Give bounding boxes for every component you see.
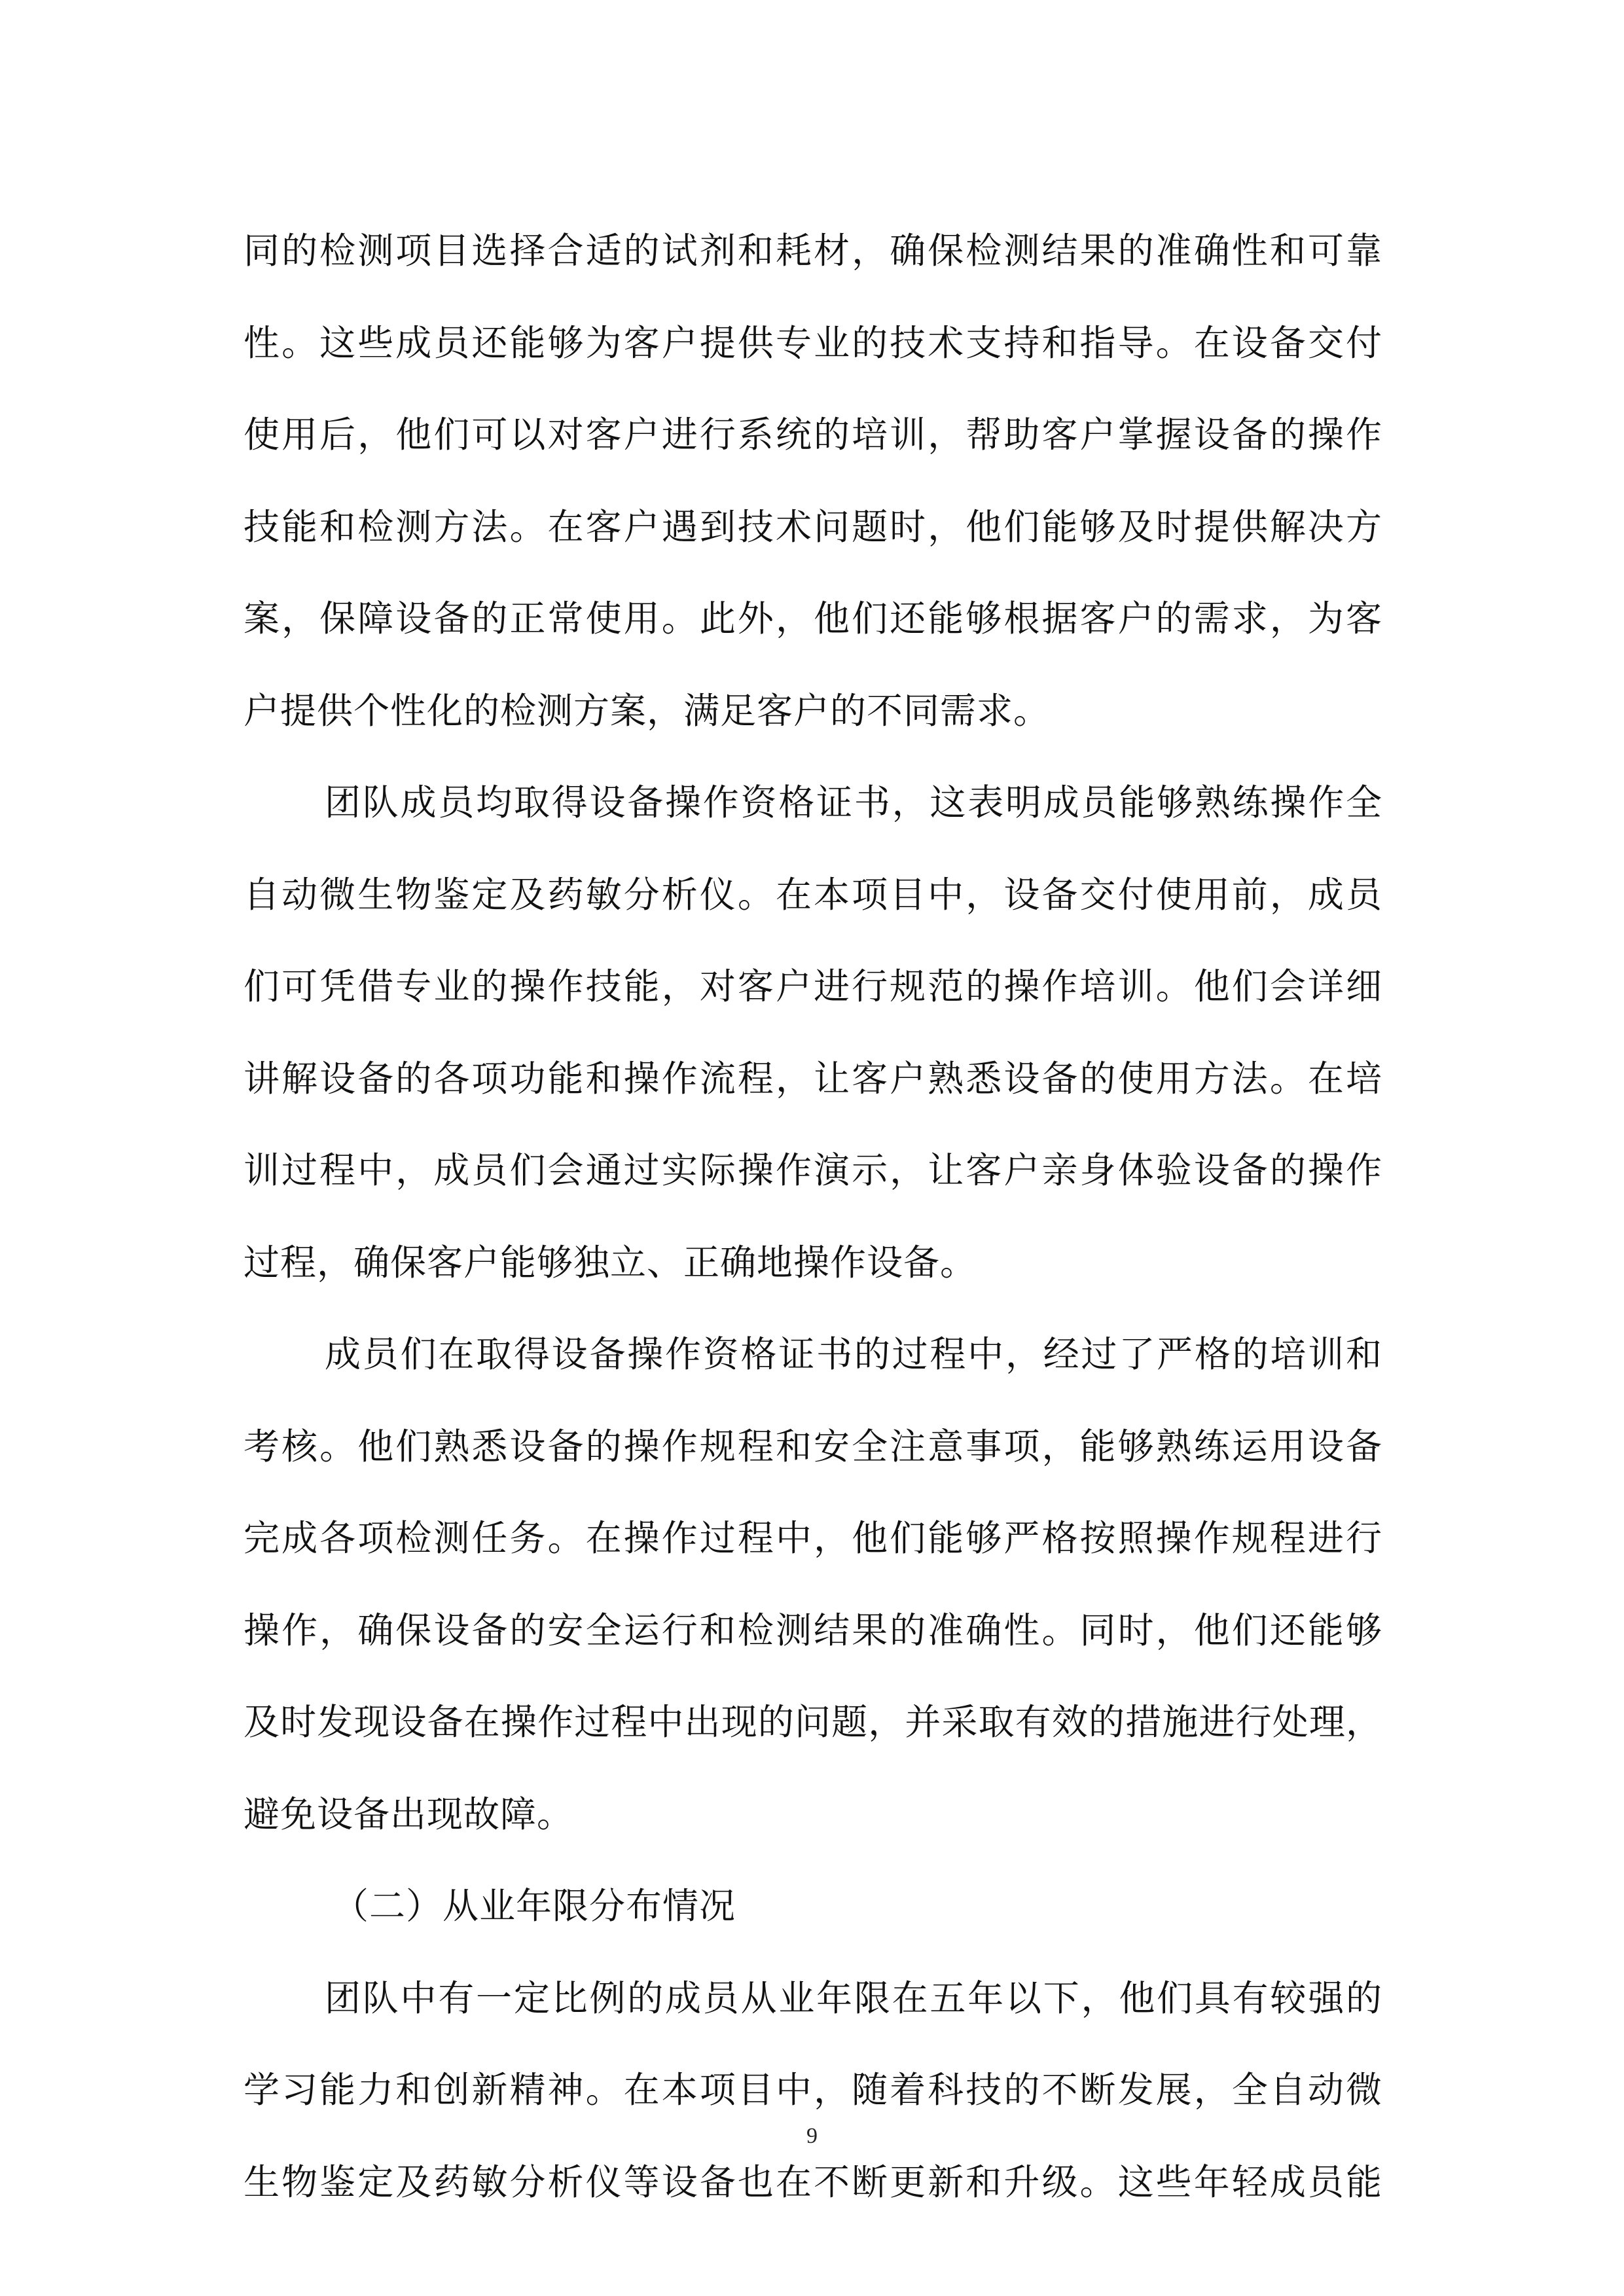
text-line: 使用后，他们可以对客户进行系统的培训，帮助客户掌握设备的操作 xyxy=(244,414,1382,456)
text-line: 性。这些成员还能够为客户提供专业的技术支持和指导。在设备交付 xyxy=(244,321,1382,364)
text-line: 考核。他们熟悉设备的操作规程和安全注意事项，能够熟练运用设备 xyxy=(244,1425,1382,1467)
section-heading: （二）从业年限分布情况 xyxy=(333,1885,736,1927)
paragraph-first-line: 成员们在取得设备操作资格证书的过程中，经过了严格的培训和 xyxy=(325,1333,1382,1375)
text-line: 训过程中，成员们会通过实际操作演示，让客户亲身体验设备的操作 xyxy=(244,1149,1382,1191)
text-line: 生物鉴定及药敏分析仪等设备也在不断更新和升级。这些年轻成员能 xyxy=(244,2161,1382,2203)
text-line: 及时发现设备在操作过程中出现的问题，并采取有效的措施进行处理， xyxy=(244,1701,1382,1743)
text-line: 讲解设备的各项功能和操作流程，让客户熟悉设备的使用方法。在培 xyxy=(244,1057,1382,1100)
page-number: 9 xyxy=(806,2124,818,2148)
text-line: 避免设备出现故障。 xyxy=(244,1793,574,1835)
text-line: 同的检测项目选择合适的试剂和耗材，确保检测结果的准确性和可靠 xyxy=(244,230,1382,272)
body-text xyxy=(244,205,1382,2228)
text-line: 自动微生物鉴定及药敏分析仪。在本项目中，设备交付使用前，成员 xyxy=(244,873,1382,916)
text-line: 技能和检测方法。在客户遇到技术问题时，他们能够及时提供解决方 xyxy=(244,505,1382,548)
text-line: 过程，确保客户能够独立、正确地操作设备。 xyxy=(244,1241,977,1283)
paragraph-first-line: 团队中有一定比例的成员从业年限在五年以下，他们具有较强的 xyxy=(325,1977,1382,2019)
text-line: 学习能力和创新精神。在本项目中，随着科技的不断发展，全自动微 xyxy=(244,2069,1382,2111)
text-line: 户提供个性化的检测方案，满足客户的不同需求。 xyxy=(244,689,1051,732)
text-line: 操作，确保设备的安全运行和检测结果的准确性。同时，他们还能够 xyxy=(244,1609,1382,1651)
paragraph-first-line: 团队成员均取得设备操作资格证书，这表明成员能够熟练操作全 xyxy=(325,781,1382,823)
text-line: 案，保障设备的正常使用。此外，他们还能够根据客户的需求，为客 xyxy=(244,598,1382,639)
text-line: 们可凭借专业的操作技能，对客户进行规范的操作培训。他们会详细 xyxy=(244,965,1382,1007)
text-line: 完成各项检测任务。在操作过程中，他们能够严格按照操作规程进行 xyxy=(244,1517,1382,1559)
